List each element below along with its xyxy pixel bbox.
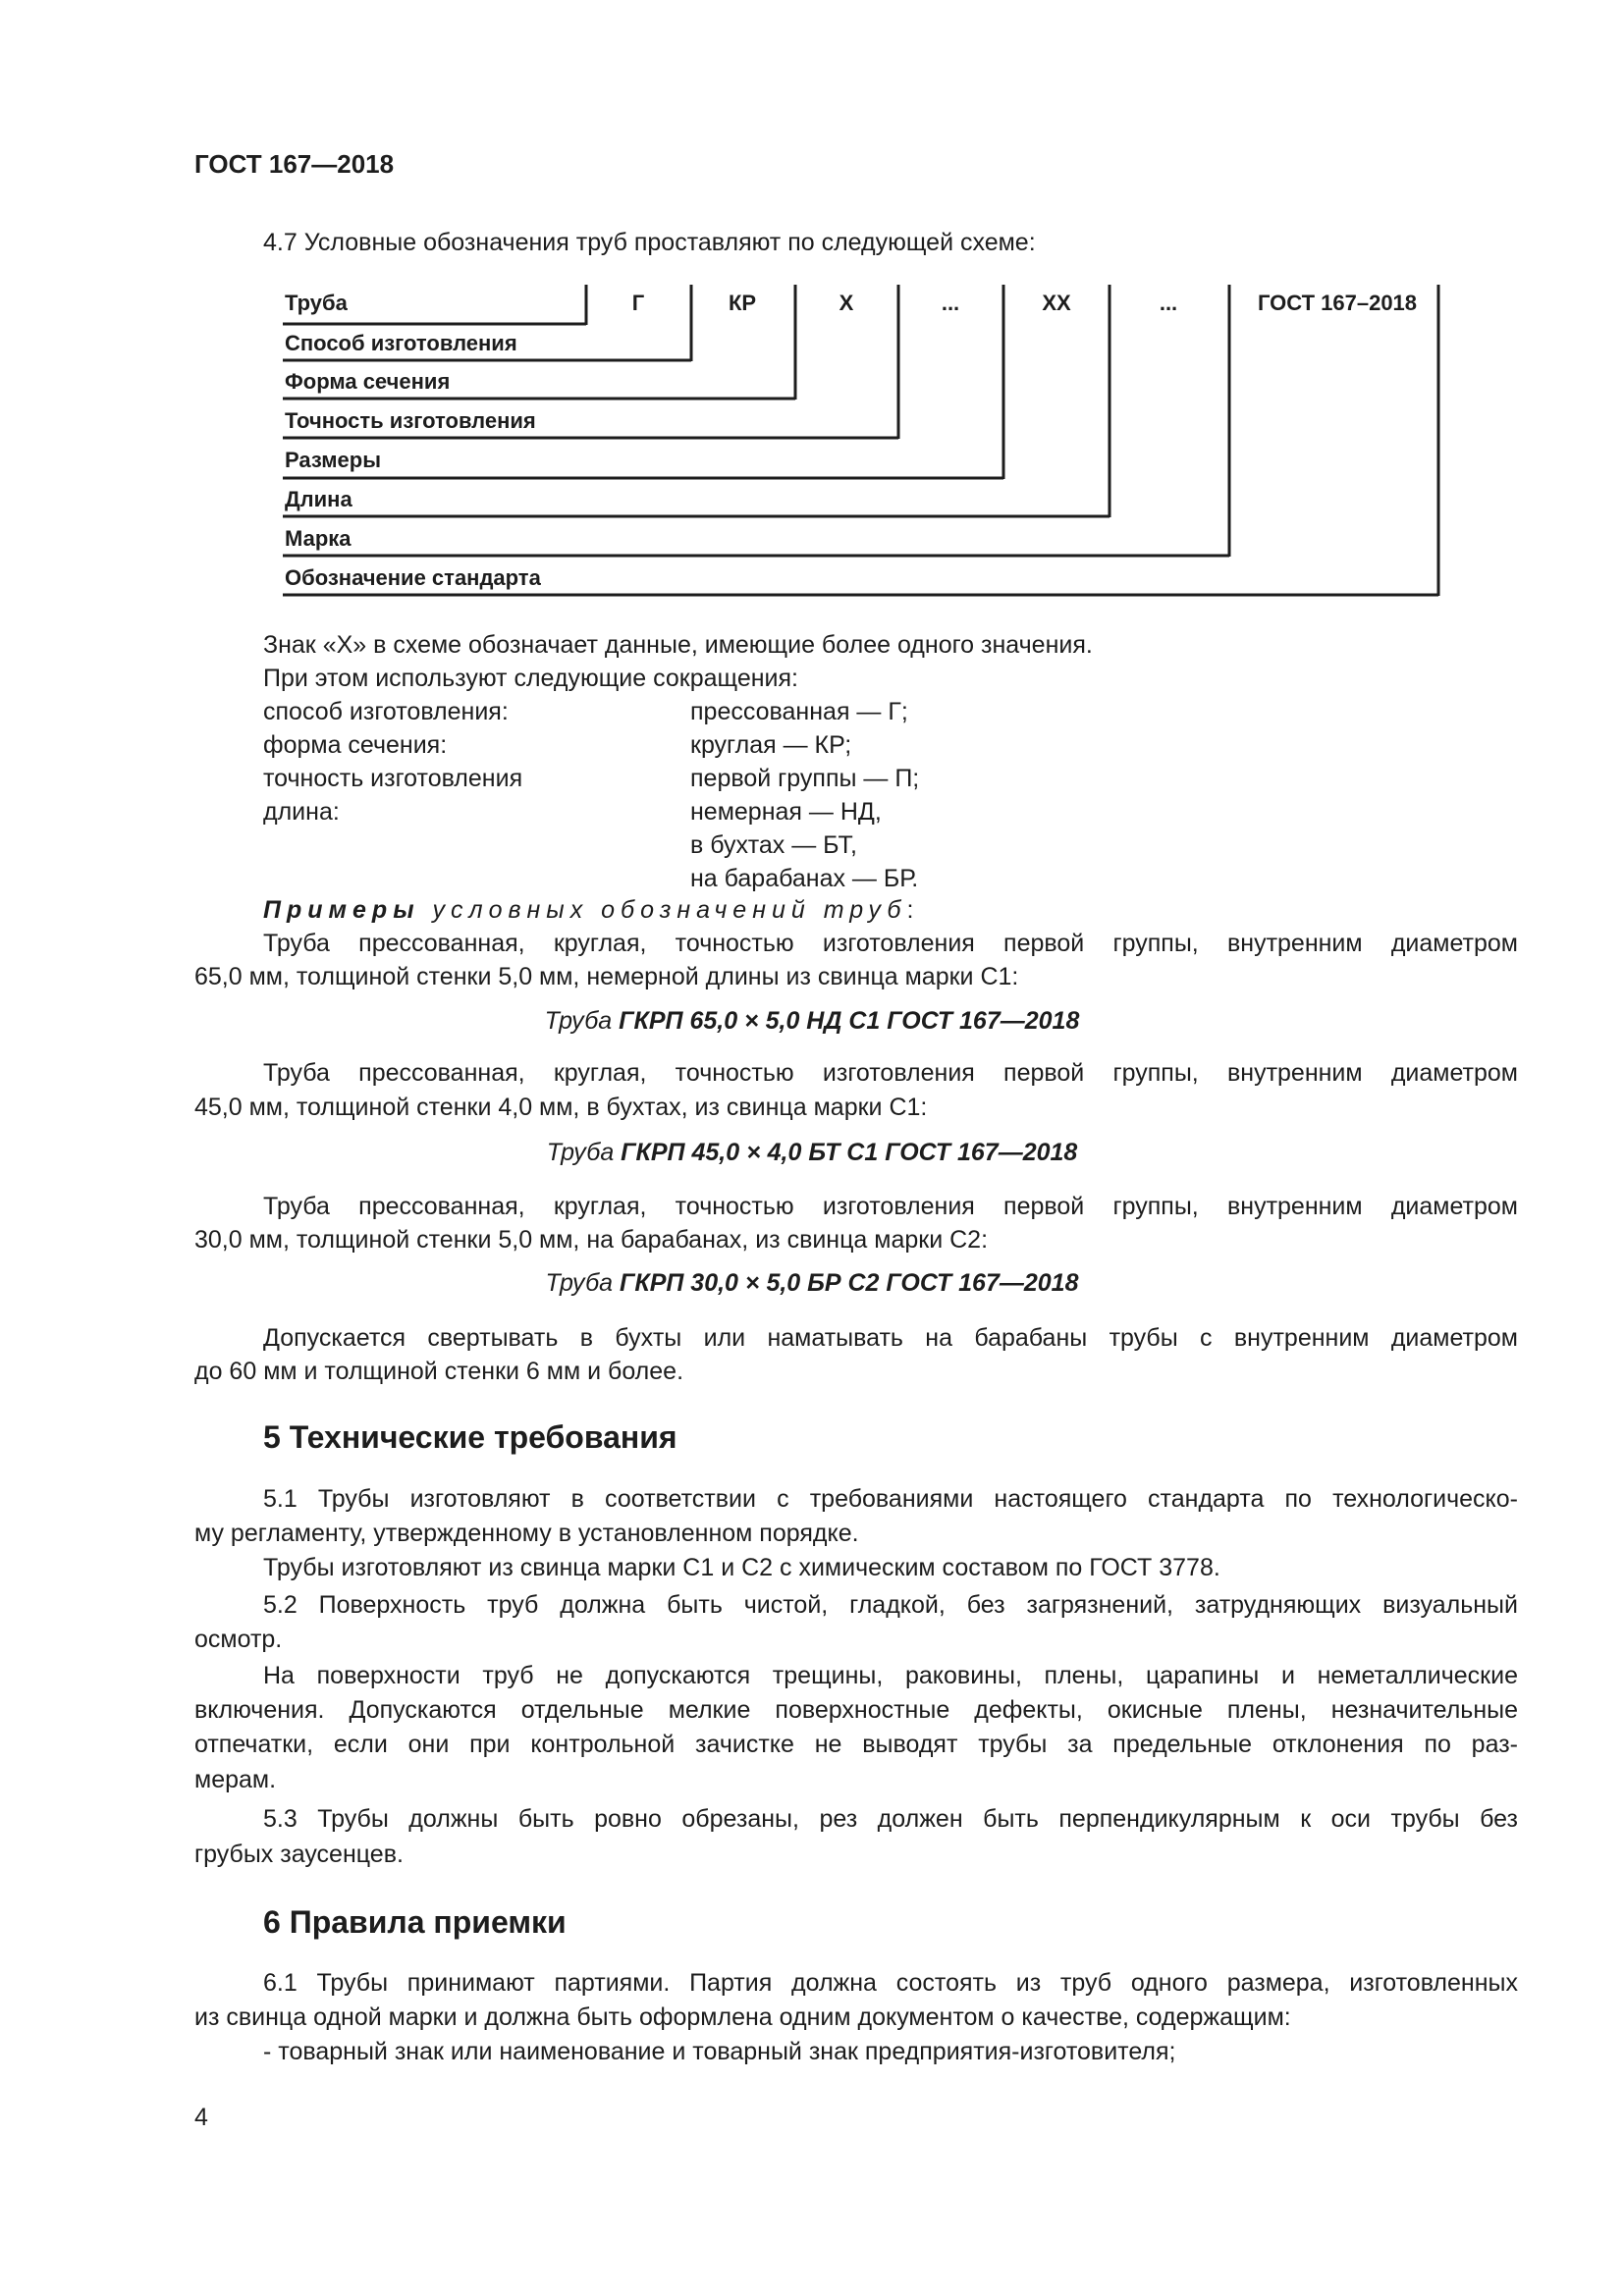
- clause-5-3-line-2: грубых заусенцев.: [194, 1841, 404, 1868]
- scheme-code-sizes: ...: [941, 291, 960, 315]
- designation-scheme: [0, 0, 1624, 628]
- example-2-code: [0, 1139, 1624, 1167]
- examples-title-bold: Примеры: [263, 896, 420, 924]
- section-6-heading: 6 Правила приемки: [263, 1904, 567, 1940]
- abbr-length-label: длина:: [263, 798, 340, 826]
- scheme-row-sizes: Размеры: [285, 448, 382, 472]
- scheme-code-length: ХХ: [1042, 291, 1071, 315]
- scheme-row-length: Длина: [285, 487, 352, 511]
- scheme-code-section: КР: [728, 291, 757, 315]
- example-1-line-1: Труба прессованная, круглая, точностью изготовления первой группы, внутренним диаметром: [263, 930, 1518, 957]
- example-3-prefix: Труба: [545, 1269, 614, 1297]
- scheme-row-section: Форма сечения: [285, 369, 451, 394]
- scheme-row-grade: Марка: [285, 526, 352, 551]
- scheme-code-standard: ГОСТ 167–2018: [1257, 291, 1418, 315]
- abbr-length-value-3: на барабанах — БР.: [690, 865, 919, 892]
- clause-6-1-line-1: 6.1 Трубы принимают партиями. Партия должна состоять из труб одного размера, изготовленных: [263, 1969, 1518, 1997]
- examples-title: [263, 893, 913, 928]
- clause-5-2b-line-3: отпечатки, если они при контрольной зачистке не выводят трубы за предельные отклонения по раз-: [194, 1731, 1518, 1758]
- allow-line-1: Допускается свертывать в бухты или наматывать на барабаны трубы с внутренним диаметром: [263, 1324, 1518, 1352]
- clause-5-1-line-1: 5.1 Трубы изготовляют в соответствии с требованиями настоящего стандарта по технологическо-: [263, 1485, 1518, 1513]
- abbr-accuracy-label: точность изготовления: [263, 765, 523, 792]
- scheme-first: Труба: [285, 291, 348, 315]
- example-2-line-1: Труба прессованная, круглая, точностью изготовления первой группы, внутренним диаметром: [263, 1059, 1518, 1087]
- clause-5-2-line-2: осмотр.: [194, 1626, 283, 1653]
- clause-5-2-line-1: 5.2 Поверхность труб должна быть чистой, гладкой, без загрязнений, затрудняющих визуальный: [263, 1591, 1518, 1619]
- scheme-code-grade: ...: [1159, 291, 1178, 315]
- abbr-length-value-2: в бухтах — БТ,: [690, 831, 857, 859]
- example-2-line-2: 45,0 мм, толщиной стенки 4,0 мм, в бухтах, из свинца марки С1:: [194, 1094, 928, 1121]
- scheme-code-method: Г: [631, 291, 645, 315]
- clause-5-2b-line-1: На поверхности труб не допускаются трещины, раковины, плены, царапины и неметаллические: [263, 1662, 1518, 1689]
- example-2-designation: ГКРП 45,0 × 4,0 БТ С1 ГОСТ 167—2018: [621, 1139, 1078, 1166]
- examples-title-rest: условных обозначений труб: [432, 896, 907, 924]
- examples-title-colon: :: [906, 896, 914, 924]
- page-header: ГОСТ 167—2018: [194, 149, 395, 179]
- example-3-line-2: 30,0 мм, толщиной стенки 5,0 мм, на барабанах, из свинца марки С2:: [194, 1226, 989, 1254]
- note-abbr: При этом используют следующие сокращения:: [263, 665, 798, 692]
- clause-6-1-bullet-1: - товарный знак или наименование и товарный знак предприятия-изготовителя;: [263, 2038, 1176, 2065]
- scheme-row-standard: Обозначение стандарта: [285, 565, 541, 590]
- example-1-designation: ГКРП 65,0 × 5,0 НД С1 ГОСТ 167—2018: [619, 1007, 1080, 1035]
- example-2-prefix: Труба: [546, 1139, 615, 1166]
- abbr-section-value: круглая — КР;: [690, 731, 852, 759]
- clause-5-3-line-1: 5.3 Трубы должны быть ровно обрезаны, рез должен быть перпендикулярным к оси трубы без: [263, 1805, 1518, 1833]
- example-1-code: [0, 1007, 1624, 1036]
- clause-5-2b-line-4: мерам.: [194, 1766, 277, 1793]
- abbr-section-label: форма сечения:: [263, 731, 448, 759]
- section-5-heading: 5 Технические требования: [263, 1419, 677, 1455]
- clause-6-1-line-2: из свинца одной марки и должна быть оформлена одним документом о качестве, содержащим:: [194, 2003, 1291, 2031]
- example-1-line-2: 65,0 мм, толщиной стенки 5,0 мм, немерной длины из свинца марки С1:: [194, 963, 1019, 990]
- allow-line-2: до 60 мм и толщиной стенки 6 мм и более.: [194, 1358, 684, 1385]
- example-3-code: [0, 1269, 1624, 1298]
- clause-5-1-material: Трубы изготовляют из свинца марки С1 и С2 с химическим составом по ГОСТ 3778.: [263, 1554, 1220, 1581]
- abbr-length-value-1: немерная — НД,: [690, 798, 882, 826]
- scheme-row-method: Способ изготовления: [285, 331, 517, 355]
- example-3-line-1: Труба прессованная, круглая, точностью изготовления первой группы, внутренним диаметром: [263, 1193, 1518, 1220]
- clause-4-7: 4.7 Условные обозначения труб проставляют по следующей схеме:: [263, 229, 1036, 256]
- abbr-accuracy-value: первой группы — П;: [690, 765, 920, 792]
- example-3-designation: ГКРП 30,0 × 5,0 БР С2 ГОСТ 167—2018: [619, 1269, 1079, 1297]
- clause-5-1-line-2: му регламенту, утвержденному в установленном порядке.: [194, 1520, 859, 1547]
- abbr-method-value: прессованная — Г;: [690, 698, 908, 725]
- abbr-method-label: способ изготовления:: [263, 698, 509, 725]
- scheme-row-accuracy: Точность изготовления: [285, 408, 536, 433]
- example-1-prefix: Труба: [544, 1007, 613, 1035]
- scheme-code-accuracy: Х: [839, 291, 854, 315]
- note-x: Знак «Х» в схеме обозначает данные, имеющие более одного значения.: [263, 631, 1093, 659]
- page-number: 4: [194, 2104, 208, 2131]
- clause-5-2b-line-2: включения. Допускаются отдельные мелкие поверхностные дефекты, окисные плены, незначительные: [194, 1696, 1518, 1724]
